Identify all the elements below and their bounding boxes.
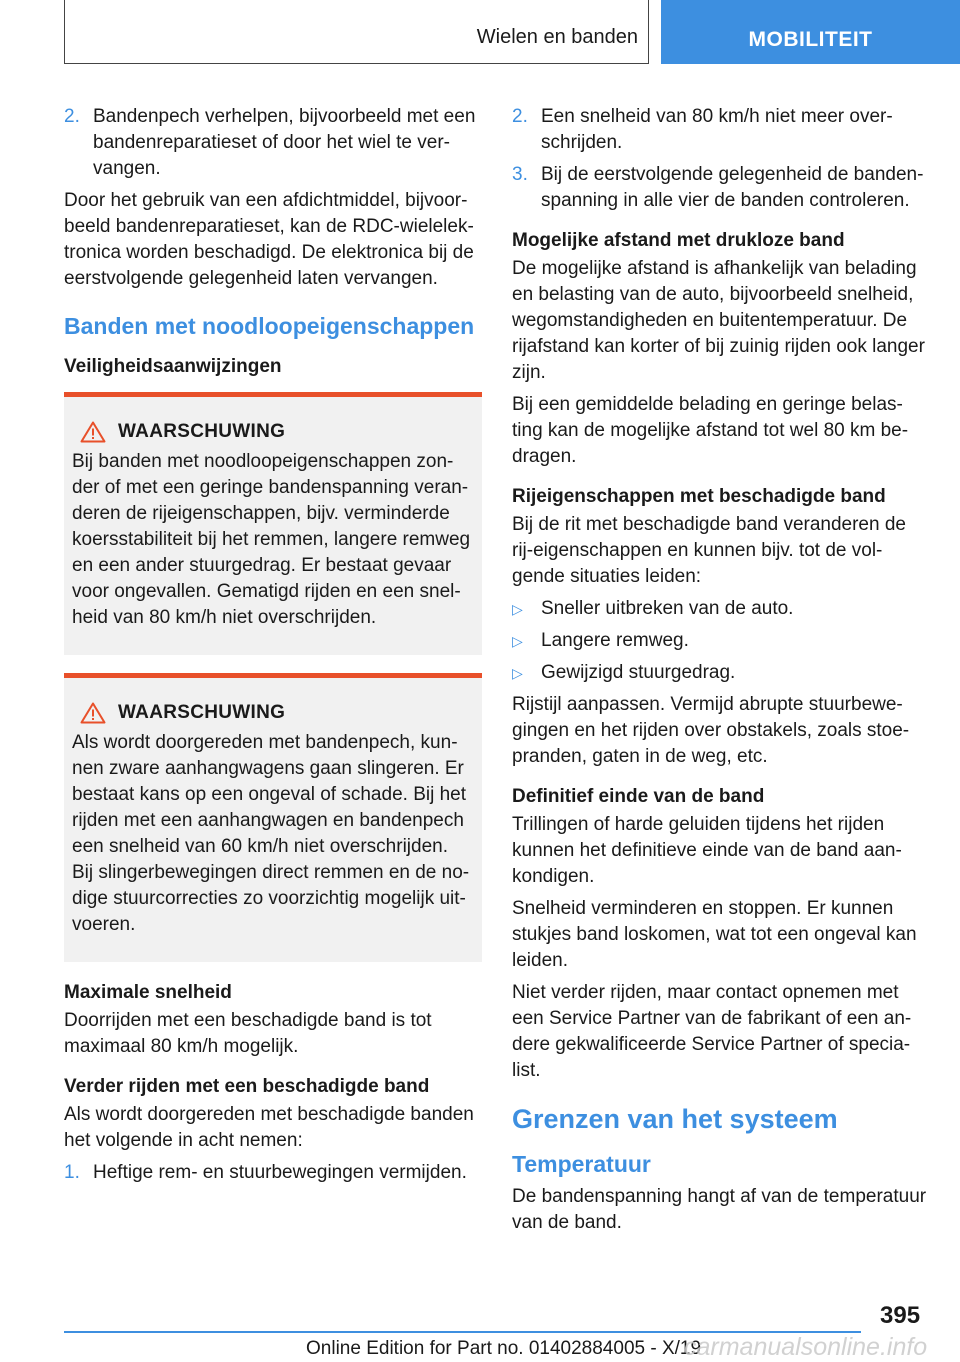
list-item	[64, 1160, 482, 1186]
warning-text: Bij banden met noodloopeigenschappen zon‐ der of met een geringe bandenspanning veran‐ deren de rijeigenschappen, bijv. verminderde koersstabiliteit bij het remmen, langere remweg en een ander stuurgedrag. Er bestaat gevaar voor ongevallen. Gematigd rijden en een snel‐ heid van 80 km/h niet overschrijden.	[72, 451, 471, 628]
subheading-further: Verder rijden met een beschadigde band	[64, 1076, 430, 1097]
paragraph: Bij de rit met beschadigde band veranderen de rij-eigenschappen en kunnen bijv. tot de vol‐ gende situaties leiden:	[512, 514, 906, 587]
list-text: Een snelheid van 80 km/h niet meer over‐ schrijden.	[541, 106, 893, 153]
list-number: 2.	[512, 106, 528, 127]
section-title: Wielen en banden	[476, 26, 638, 48]
right-column	[512, 104, 930, 1242]
list-text: Heftige rem- en stuurbewegingen vermijden.	[93, 1162, 467, 1183]
list-number: 2.	[64, 106, 80, 127]
left-column	[64, 104, 482, 1192]
page-number: 395	[880, 1302, 921, 1329]
list-item	[512, 162, 930, 214]
chapter-tab[interactable]: MOBILITEIT	[661, 0, 960, 64]
list-item	[512, 104, 930, 156]
paragraph: Trillingen of harde geluiden tijdens het rijden kunnen het definitieve einde van de band aan‐ kondigen.	[512, 814, 902, 887]
warning-title: WAARSCHUWING	[118, 702, 286, 723]
paragraph: Niet verder rijden, maar contact opnemen met een Service Partner van de fabrikant of een an‐ dere gekwalificeerde Service Partner of specia‐ list.	[512, 982, 912, 1081]
paragraph: Als wordt doorgereden met beschadigde banden het volgende in acht nemen:	[64, 1104, 474, 1151]
subheading-safety: Veiligheidsaanwijzingen	[64, 356, 282, 377]
list-text: Bij de eerstvolgende gelegenheid de banden‐ spanning in alle vier de banden controleren.	[541, 164, 924, 211]
triangle-bullet-icon: ▷	[512, 601, 523, 617]
paragraph: Doorrijden met een beschadigde band is tot maximaal 80 km/h mogelijk.	[64, 1010, 432, 1057]
list-text: Sneller uitbreken van de auto.	[541, 598, 794, 619]
list-item	[512, 660, 930, 686]
section-heading-temperature: Temperatuur	[512, 1151, 651, 1177]
list-text: Gewijzigd stuurgedrag.	[541, 662, 736, 683]
watermark: carmanualsonline.info	[684, 1333, 928, 1361]
list-number: 1.	[64, 1162, 80, 1183]
subheading-maxspeed: Maximale snelheid	[64, 982, 232, 1003]
page-header	[0, 0, 960, 66]
subheading-handling: Rijeigenschappen met beschadigde band	[512, 486, 886, 507]
paragraph: Bij een gemiddelde belading en geringe belas‐ ting kan de mogelijke afstand tot wel 80 km be‐ dragen.	[512, 394, 909, 467]
list-item	[512, 596, 930, 622]
subheading-distance: Mogelijke afstand met drukloze band	[512, 230, 845, 251]
paragraph: De mogelijke afstand is afhankelijk van belading en belasting van de auto, bijvoorbeeld snelheid, wegomstandigheden en buitentemperatuur. De rijafstand kan korter of bij zuinig rijden ook langer zijn.	[512, 258, 925, 383]
section-heading-limits: Grenzen van het systeem	[512, 1104, 838, 1134]
list-number: 3.	[512, 164, 528, 185]
triangle-bullet-icon: ▷	[512, 665, 523, 681]
list-item	[512, 628, 930, 654]
footer-edition: Online Edition for Part no. 01402884005 - X/19	[306, 1338, 702, 1359]
warning-header	[72, 419, 472, 445]
list-text: Bandenpech verhelpen, bijvoorbeeld met een bandenreparatieset of door het wiel te ver‐ vangen.	[93, 106, 476, 179]
list-item	[64, 104, 482, 182]
subheading-end: Definitief einde van de band	[512, 786, 765, 807]
warning-box	[64, 673, 482, 962]
paragraph: De bandenspanning hangt af van de temperatuur van de band.	[512, 1186, 927, 1233]
paragraph: Snelheid verminderen en stoppen. Er kunnen stukjes band loskomen, wat tot een ongeval kan leiden.	[512, 898, 917, 971]
warning-triangle-icon	[80, 702, 106, 724]
warning-text: Als wordt doorgereden met bandenpech, kun‐ nen zware aanhangwagens gaan slingeren. Er bestaat kans op een ongeval of schade. Bij het rijden met een aanhangwagen en bandenpech een snelheid van 60 km/h niet overschrijden. Bij slingerbewegingen direct remmen en de no‐ dige stuurcorrecties zo voorzichtig mogelijk uit‐ voeren.	[72, 732, 470, 935]
warning-title: WAARSCHUWING	[118, 421, 286, 442]
warning-header	[72, 700, 472, 726]
triangle-bullet-icon: ▷	[512, 633, 523, 649]
paragraph: Rijstijl aanpassen. Vermijd abrupte stuurbewe‐ gingen en het rijden over obstakels, zoals stoe‐ pranden, gaten in de weg, etc.	[512, 694, 910, 767]
warning-triangle-icon	[80, 421, 106, 443]
list-text: Langere remweg.	[541, 630, 689, 651]
section-heading-runflat: Banden met noodloopeigenschappen	[64, 313, 475, 339]
warning-box	[64, 392, 482, 655]
paragraph: Door het gebruik van een afdichtmiddel, bijvoor‐ beeld bandenreparatieset, kan de RDC-wielelek‐ tronica worden beschadigd. De elektronica bij de eerstvolgende gelegenheid laten vervangen.	[64, 190, 474, 289]
